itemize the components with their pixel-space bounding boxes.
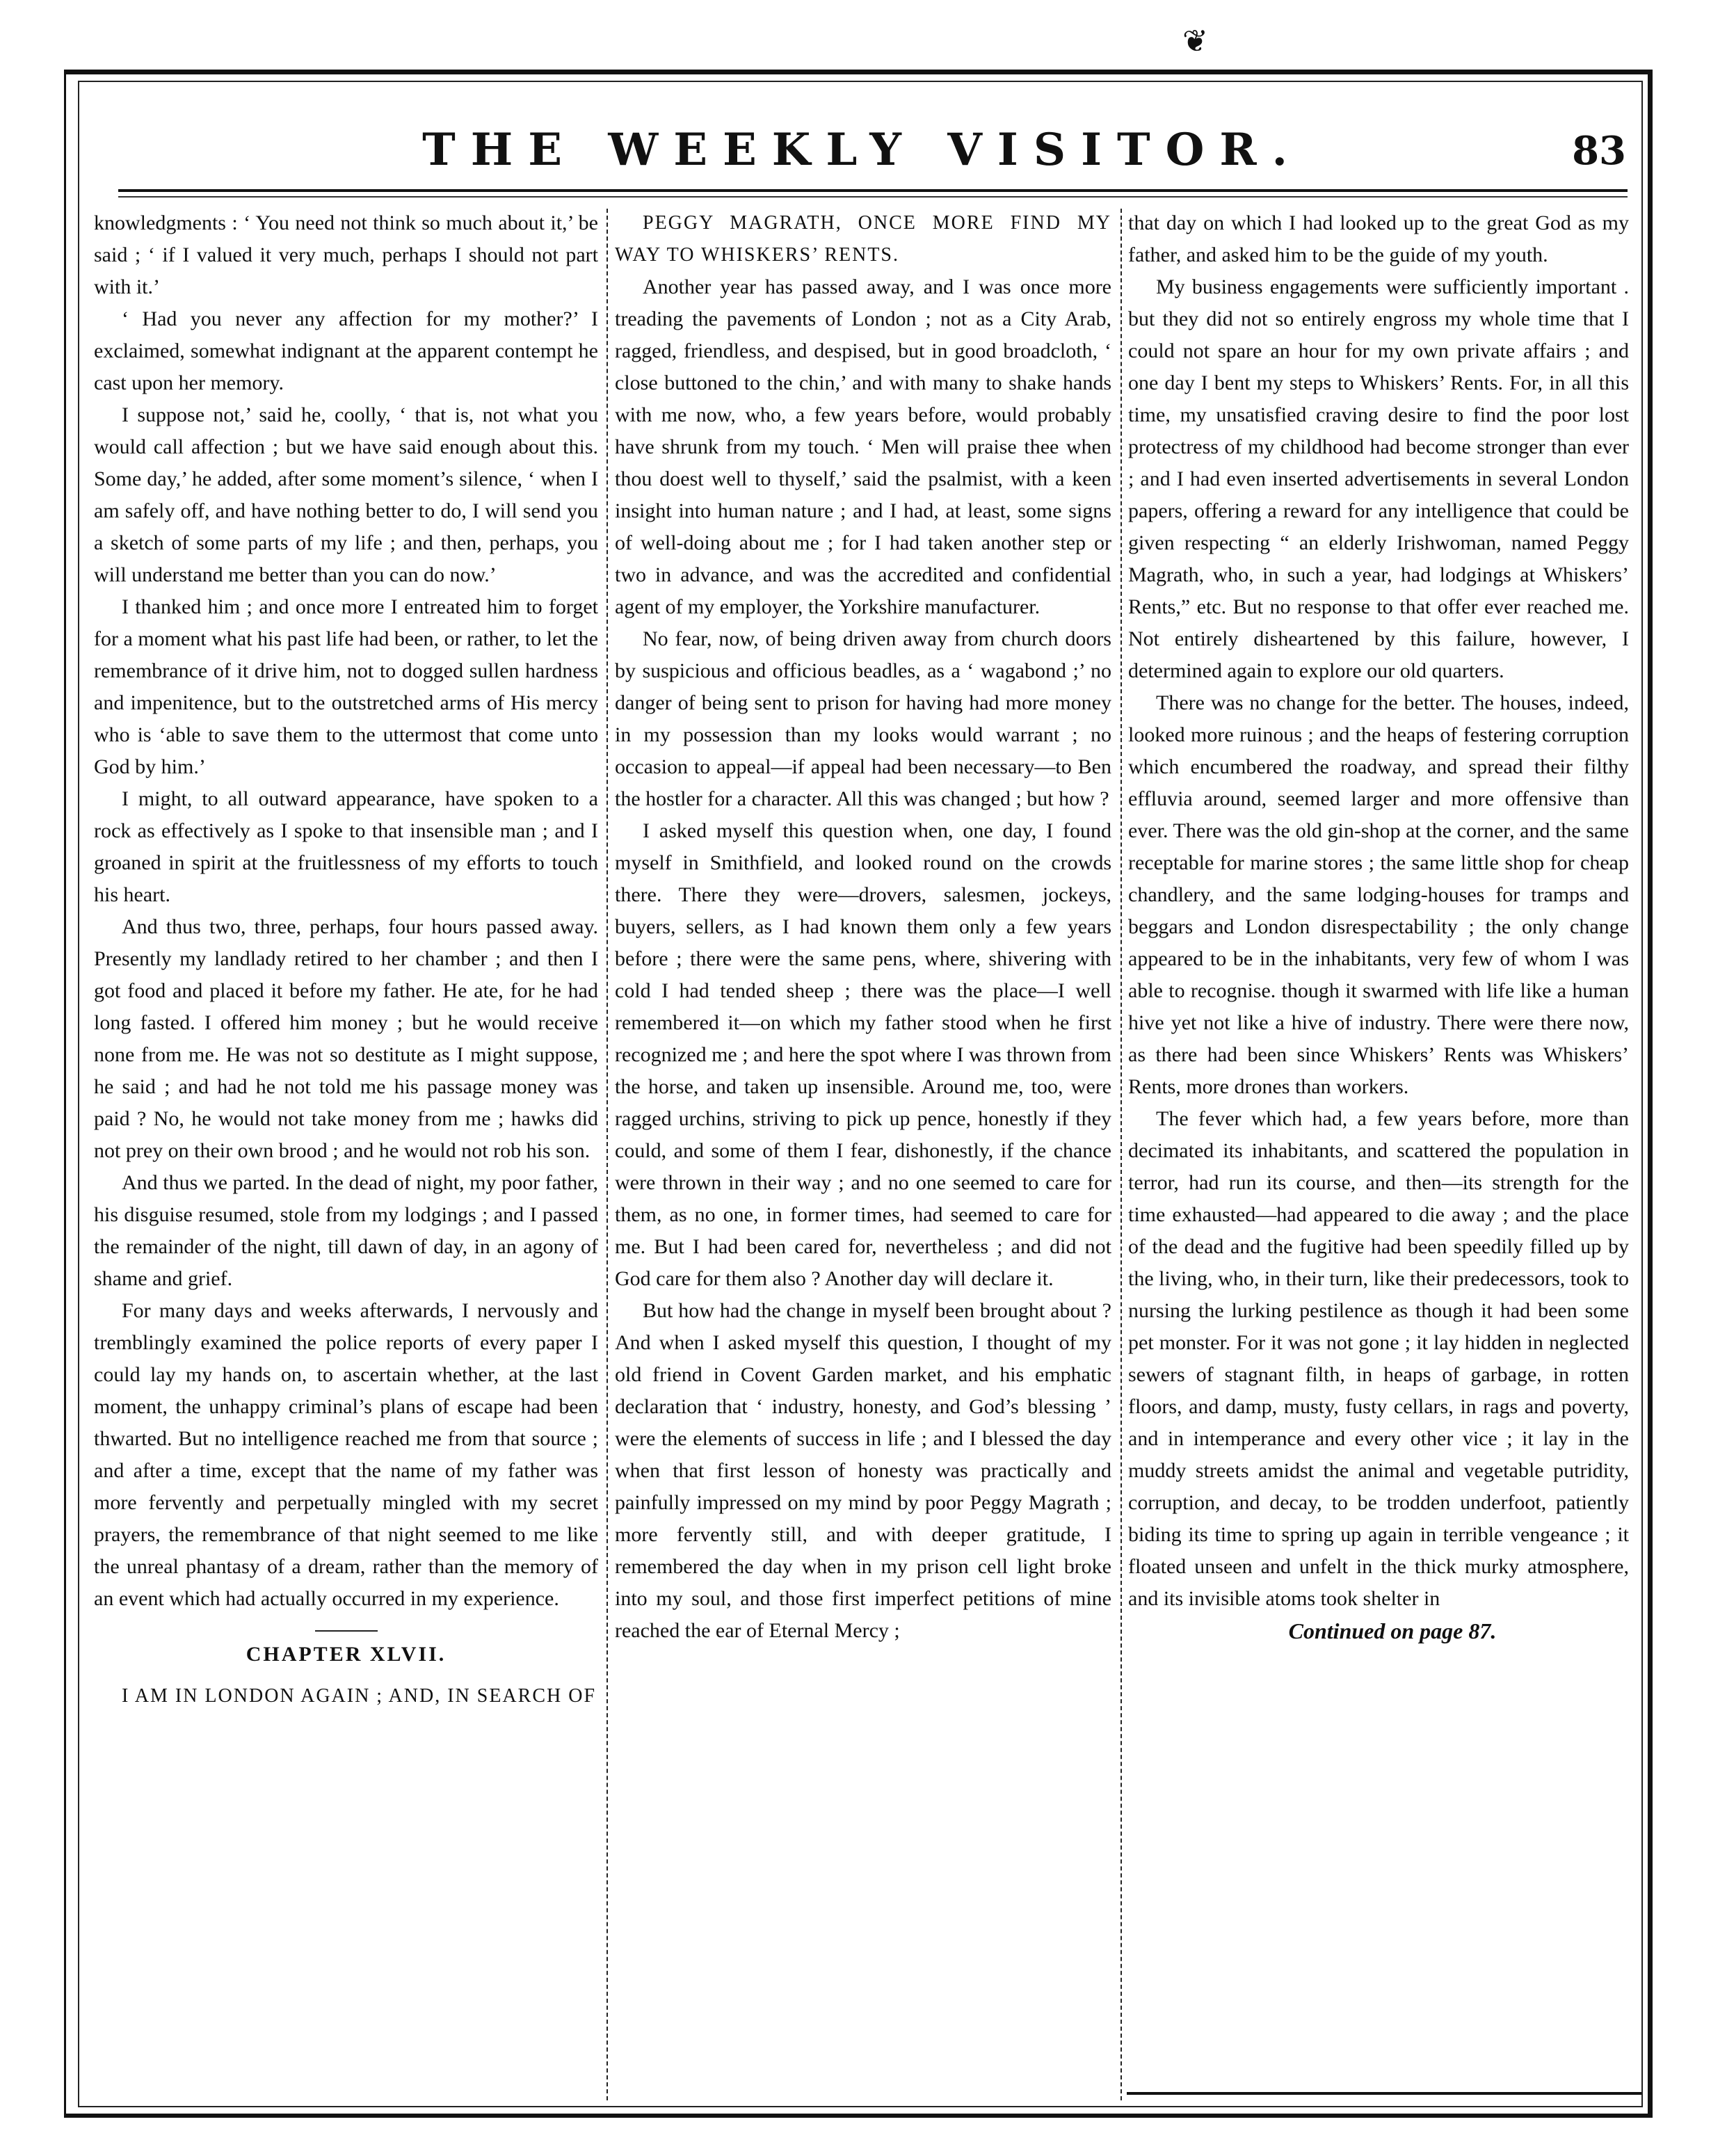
- page-number: 83: [1572, 128, 1626, 174]
- column-divider-2: [1120, 209, 1122, 2100]
- masthead-rule-thin: [118, 196, 1628, 198]
- continued-note: Continued on page 87.: [1288, 1618, 1497, 1643]
- chapter-subtitle-continued: PEGGY MAGRATH, ONCE MORE FIND MY WAY TO WHISKERS’ RENTS.: [615, 212, 1111, 266]
- paragraph: No fear, now, of being driven away from church doors by suspicious and officious beadles, as a ‘ wagabond ;’ no danger of being sent to prison for having had more money in my possession than my looks would warrant ; no occasion to appeal—if appeal had been necessary—to Ben the hostler for a character. All this was changed ; but how ?: [615, 627, 1111, 810]
- paragraph: But how had the change in myself been brought about ? And when I asked myself this question, I thought of my old friend in Covent Garden market, and his emphatic declaration that ‘ industry, honesty, and God’s blessing ’ were the elements of success in life ; and I blessed the day when that first lesson of honesty was practically and painfully impressed on my mind by poor Peggy Magrath ; more fervently still, and with deeper gratitude, I remembered the day when in my prison cell light broke into my soul, and those first imperfect petitions of mine reached the ear of Eternal Mercy ;: [615, 1299, 1111, 1642]
- paragraph: And thus we parted. In the dead of night, my poor father, his disguise resumed, stole from my lodgings ; and I passed the remainder of the night, till dawn of day, in an agony of shame and grief.: [94, 1171, 598, 1290]
- column-1: [94, 207, 598, 1712]
- paragraph: For many days and weeks afterwards, I nervously and tremblingly examined the police reports of every paper I could lay my hands on, to ascertain whether, at the last moment, the unhappy criminal’s plans of escape had been thwarted. But no intelligence reached me from that source ; and after a time, except that the name of my father was more fervently and perpetually mingled with my secret prayers, the remembrance of that night seemed to me like the unreal phantasy of a dream, rather than the memory of an event which had actually occurred in my experience.: [94, 1299, 598, 1610]
- paragraph: that day on which I had looked up to the great God as my father, and asked him to be the guide of my youth.: [1128, 211, 1629, 266]
- chapter-rule: [315, 1630, 378, 1632]
- paragraph: The fever which had, a few years before, more than decimated its inhabitants, and scattered the population in terror, had run its course, and then—its strength for the time exhausted—had appeared to die away ; and the place of the dead and the fugitive had been speedily filled up by the living, who, in their turn, like their predecessors, took to nursing the lurking pestilence as though it had been some pet monster. For it was not gone ; it lay hidden in neglected sewers of stagnant filth, in heaps of garbage, in rotten floors, and damp, musty, fusty cellars, in rags and poverty, and in intemperance and every other vice ; it lay in the muddy streets amidst the animal and vegetable putridity, corruption, and decay, to be trodden underfoot, patiently biding its time to spring up again in terrible vengeance ; it floated unseen and unfelt in the thick murky atmosphere, and its invisible atoms took shelter in: [1128, 1107, 1629, 1610]
- bottom-rule: [1127, 2092, 1641, 2095]
- paragraph: I asked myself this question when, one day, I found myself in Smithfield, and looked round on the crowds there. There they were—drovers, salesmen, jockeys, buyers, sellers, as I had known them only a few years before ; there were the same pens, where, shivering with cold I had tended sheep ; there was the place—I well remembered it—on which my father stood when he first recognized me ; and here the spot where I was thrown from the horse, and taken up insensible. Around me, too, were ragged urchins, striving to pick up pence, honestly if they could, and some of them I fear, dishonestly, if the chance were thrown in their way ; and no one seemed to care for them, as no one, in former times, had seemed to care for me. But I had been cared for, nevertheless ; and did not God care for them also ? Another day will declare it.: [615, 819, 1111, 1290]
- column-3: [1128, 207, 1629, 1647]
- paragraph: I might, to all outward appearance, have spoken to a rock as effectively as I spoke to that insensible man ; and I groaned in spirit at the fruitlessness of my efforts to touch his heart.: [94, 787, 598, 906]
- chapter-subtitle: I AM IN LONDON AGAIN ; AND, IN SEARCH OF: [122, 1685, 597, 1707]
- column-divider-1: [607, 209, 608, 2100]
- publication-title: THE WEEKLY VISITOR.: [422, 124, 1303, 176]
- paragraph: Another year has passed away, and I was once more treading the pavements of London ; not as a City Arab, ragged, friendless, and despised, but in good broadcloth, ‘ close buttoned to the chin,’ and with many to shake hands with me now, who, a few years before, would probably have shrunk from my touch. ‘ Men will praise thee when thou doest well to thyself,’ said the psalmist, with a keen insight into human nature ; and I had, at least, some signs of well-doing about me ; for I had taken another step or two in advance, and was the accredited and confidential agent of my employer, the Yorkshire manufacturer.: [615, 275, 1111, 618]
- masthead: [90, 124, 1634, 186]
- paragraph: My business engagements were sufficiently important . but they did not so entirely engross my whole time that I could not spare an hour for my own private affairs ; and one day I bent my steps to Whiskers’ Rents. For, in all this time, my unsatisfied craving desire to find the poor lost protectress of my childhood had become stronger than ever ; and I had even inserted advertisements in several London papers, offering a reward for any intelligence that could be given respecting “ an elderly Irishwoman, named Peggy Magrath, who, in such a year, had lodgings at Whiskers’ Rents,” etc. But no response to that offer ever reached me. Not entirely disheartened by this failure, however, I determined again to explore our old quarters.: [1128, 275, 1629, 682]
- paragraph: And thus two, three, perhaps, four hours passed away. Presently my landlady retired to her chamber ; and then I got food and placed it before my father. He ate, for he had long fasted. I offered him money ; but he would receive none from me. He was not so destitute as I might suppose, he said ; and had he not told me his passage money was paid ? No, he would not take money from me ; hawks did not prey on their own brood ; and he would not rob his son.: [94, 915, 598, 1162]
- paragraph: I thanked him ; and once more I entreated him to forget for a moment what his past life had been, or rather, to let the remembrance of it drive him, not to dogged sullen hardness and impenitence, but to the outstretched arms of His mercy who is ‘able to save them to the uttermost that come unto God by him.’: [94, 595, 598, 778]
- chapter-heading: CHAPTER XLVII.: [246, 1643, 447, 1666]
- masthead-rule: [118, 189, 1628, 192]
- paragraph: There was no change for the better. The houses, indeed, looked more ruinous ; and the heaps of festering corruption which encumbered the roadway, and spread their filthy effluvia around, seemed larger and more offensive than ever. There was the old gin-shop at the corner, and the same receptable for marine stores ; the same little shop for cheap chandlery, and the same lodging-houses for tramps and beggars and London disrespectability ; the only change appeared to be in the inhabitants, very few of whom I was able to recognise. though it swarmed with life like a human hive yet not like a hive of industry. There were there now, as there had been since Whiskers’ Rents was Whiskers’ Rents, more drones than workers.: [1128, 691, 1629, 1098]
- column-2: [615, 207, 1111, 1647]
- paragraph: ‘ Had you never any affection for my mother?’ I exclaimed, somewhat indignant at the apparent contempt he cast upon her memory.: [94, 307, 598, 394]
- top-ornament: ❦: [1182, 24, 1208, 58]
- paragraph: I suppose not,’ said he, coolly, ‘ that is, not what you would call affection ; but we have said enough about this. Some day,’ he added, after some moment’s silence, ‘ when I am safely off, and have nothing better to do, I will send you a sketch of some parts of my life ; and then, perhaps, you will understand me better than you can do now.’: [94, 403, 598, 586]
- paragraph: knowledgments : ‘ You need not think so much about it,’ be said ; ‘ if I valued it very much, perhaps I should not part with it.’: [94, 211, 598, 298]
